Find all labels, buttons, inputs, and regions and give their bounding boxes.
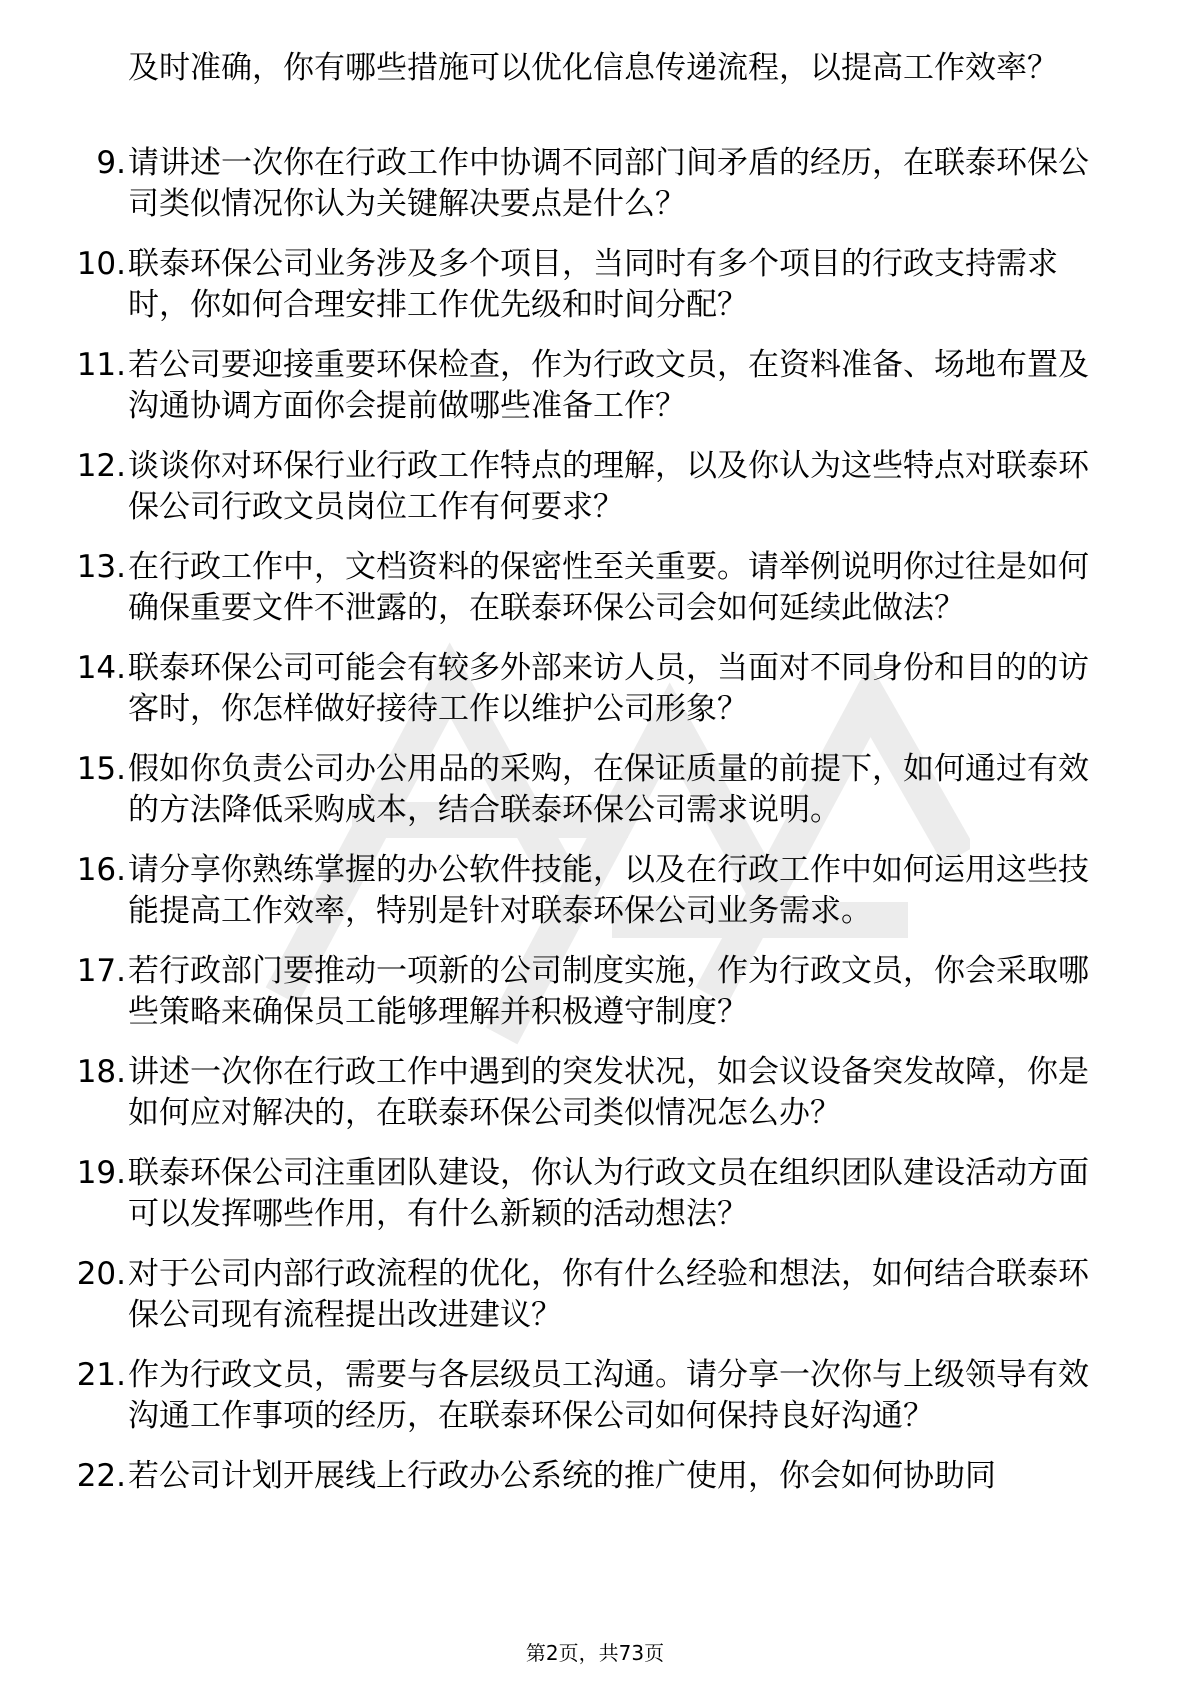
- question-text: 请分享你熟练掌握的办公软件技能，以及在行政工作中如何运用这些技能提高工作效率，特别是针对联泰环保公司业务需求。: [128, 852, 1089, 929]
- question-number: 17.: [76, 953, 126, 989]
- question-text: 联泰环保公司业务涉及多个项目，当同时有多个项目的行政支持需求时，你如何合理安排工作优先级和时间分配？: [128, 246, 1058, 323]
- intro-paragraph: 及时准确，你有哪些措施可以优化信息传递流程，以提高工作效率？: [128, 50, 1058, 86]
- list-item: [0, 1456, 1190, 1497]
- list-item: [0, 749, 1190, 831]
- question-number: 14.: [76, 650, 126, 686]
- question-number: 15.: [76, 751, 126, 787]
- question-text: 对于公司内部行政流程的优化，你有什么经验和想法，如何结合联泰环保公司现有流程提出改进建议？: [128, 1256, 1089, 1333]
- question-text: 联泰环保公司注重团队建设，你认为行政文员在组织团队建设活动方面可以发挥哪些作用，有什么新颖的活动想法？: [128, 1155, 1089, 1232]
- question-number: 19.: [76, 1155, 126, 1191]
- list-item: [0, 143, 1190, 225]
- list-item: [0, 345, 1190, 427]
- question-number: 21.: [76, 1357, 126, 1393]
- question-text: 若公司要迎接重要环保检查，作为行政文员，在资料准备、场地布置及沟通协调方面你会提前做哪些准备工作？: [128, 347, 1089, 424]
- question-list: [0, 143, 1190, 1516]
- list-item: [0, 951, 1190, 1033]
- question-text: 请讲述一次你在行政工作中协调不同部门间矛盾的经历，在联泰环保公司类似情况你认为关键解决要点是什么？: [128, 145, 1089, 222]
- list-item: [0, 446, 1190, 528]
- question-number: 16.: [76, 852, 126, 888]
- question-number: 18.: [76, 1054, 126, 1090]
- list-item: [0, 1254, 1190, 1336]
- question-number: 20.: [76, 1256, 126, 1292]
- question-text: 讲述一次你在行政工作中遇到的突发状况，如会议设备突发故障，你是如何应对解决的，在联泰环保公司类似情况怎么办？: [128, 1054, 1089, 1131]
- list-item: [0, 1153, 1190, 1235]
- list-item: [0, 1052, 1190, 1134]
- question-number: 9.: [96, 145, 126, 181]
- question-number: 12.: [76, 448, 126, 484]
- list-item: [0, 850, 1190, 932]
- page-footer: 第2页，共73页: [525, 1641, 665, 1665]
- question-number: 10.: [76, 246, 126, 282]
- question-text: 若公司计划开展线上行政办公系统的推广使用，你会如何协助同: [128, 1458, 996, 1494]
- question-text: 联泰环保公司可能会有较多外部来访人员，当面对不同身份和目的的访客时，你怎样做好接待工作以维护公司形象？: [128, 650, 1089, 727]
- list-item: [0, 648, 1190, 730]
- question-text: 谈谈你对环保行业行政工作特点的理解，以及你认为这些特点对联泰环保公司行政文员岗位工作有何要求？: [128, 448, 1089, 525]
- question-text: 在行政工作中，文档资料的保密性至关重要。请举例说明你过往是如何确保重要文件不泄露的，在联泰环保公司会如何延续此做法？: [128, 549, 1089, 626]
- question-number: 11.: [76, 347, 126, 383]
- question-number: 22.: [76, 1458, 126, 1494]
- list-item: [0, 547, 1190, 629]
- question-text: 作为行政文员，需要与各层级员工沟通。请分享一次你与上级领导有效沟通工作事项的经历，在联泰环保公司如何保持良好沟通？: [128, 1357, 1089, 1434]
- list-item: [0, 1355, 1190, 1437]
- question-number: 13.: [76, 549, 126, 585]
- question-text: 若行政部门要推动一项新的公司制度实施，作为行政文员，你会采取哪些策略来确保员工能够理解并积极遵守制度？: [128, 953, 1089, 1030]
- list-item: [0, 244, 1190, 326]
- question-text: 假如你负责公司办公用品的采购，在保证质量的前提下，如何通过有效的方法降低采购成本，结合联泰环保公司需求说明。: [128, 751, 1089, 828]
